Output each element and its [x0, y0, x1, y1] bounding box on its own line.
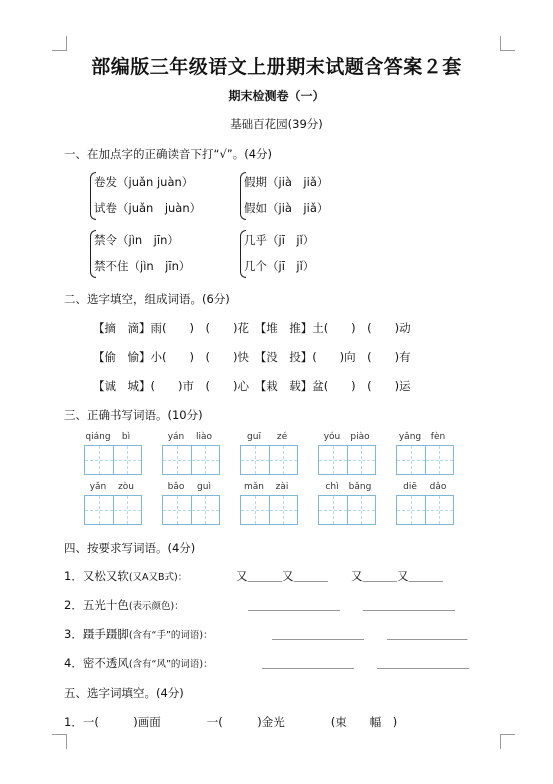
q3-pinyin: bǎo — [167, 482, 185, 492]
exam-subtitle: 期末检测卷（一） — [228, 89, 325, 103]
q3-writing-cell[interactable] — [397, 446, 426, 474]
q3-writing-cell[interactable] — [426, 446, 454, 474]
q1-item: 卷发（juǎn juàn） — [94, 175, 194, 189]
q3-writing-box[interactable] — [162, 495, 220, 525]
q3-writing-box[interactable] — [84, 445, 142, 475]
corner-mark-br — [500, 734, 515, 749]
q5-item: 1．一( )画面 一( )金光 (束 幅 ) — [64, 715, 398, 729]
q4-note: (又A又B式)： — [128, 572, 188, 583]
q1-item: 假期（jià jiǎ） — [244, 175, 329, 189]
q3-writing-box[interactable] — [318, 495, 376, 525]
q3-writing-cell[interactable] — [397, 496, 426, 524]
q3-writing-cell[interactable] — [114, 496, 142, 524]
q3-writing-box[interactable] — [240, 445, 298, 475]
q3-writing-cell[interactable] — [348, 496, 376, 524]
q3-writing-cell[interactable] — [85, 446, 114, 474]
q4-num: 4． — [64, 656, 83, 670]
q3-pinyin: diē — [403, 482, 417, 492]
q3-writing-cell[interactable] — [85, 496, 114, 524]
q3-writing-box[interactable] — [84, 495, 142, 525]
q1-item: 禁令（jìn jīn） — [94, 233, 179, 247]
q3-pinyin: bì — [121, 432, 131, 442]
q4-item-4 — [64, 655, 213, 671]
q3-writing-cell[interactable] — [348, 446, 376, 474]
q3-writing-cell[interactable] — [426, 496, 454, 524]
q4-note: (表示颜色)： — [128, 601, 184, 612]
q4-item-3 — [64, 626, 213, 642]
q3-writing-cell[interactable] — [114, 446, 142, 474]
q2-row: 【偷 愉】小( ) ( )快 【没 投】( )向 ( )有 — [93, 350, 411, 364]
q4-stem: 五光十色 — [82, 598, 129, 612]
q4-blanks[interactable]: ＿＿＿＿＿＿＿＿ ＿＿＿＿＿＿＿＿ — [262, 656, 469, 670]
q3-writing-cell[interactable] — [163, 446, 192, 474]
q2-row: 【摘 滴】雨( ) ( )花 【堆 推】土( ) ( )动 — [93, 321, 411, 335]
q3-writing-cell[interactable] — [192, 496, 220, 524]
q3-pinyin: liào — [195, 432, 213, 442]
q1-item: 几乎（jī jǐ） — [244, 233, 315, 247]
q2-row: 【诚 城】( )市 ( )心 【栽 载】盆( ) ( )运 — [93, 379, 411, 393]
q3-pinyin: yán — [167, 432, 185, 442]
q1-item: 禁不住（jìn jīn） — [94, 259, 191, 273]
q1-item: 试卷（juǎn juàn） — [94, 201, 202, 215]
q3-pinyin: qiáng — [85, 432, 111, 442]
q3-writing-box[interactable] — [162, 445, 220, 475]
q4-item-1 — [64, 568, 187, 584]
q3-writing-box[interactable] — [318, 445, 376, 475]
q3-pinyin: guī — [247, 432, 261, 442]
q3-pinyin: fèn — [430, 432, 446, 442]
q1-heading: 一、在加点字的正确读音下打“√”。(4分) — [64, 147, 273, 161]
document-title: 部编版三年级语文上册期末试题含答案２套 — [91, 56, 462, 78]
q4-num: 3． — [64, 627, 83, 641]
q3-writing-cell[interactable] — [270, 446, 298, 474]
q3-writing-cell[interactable] — [319, 496, 348, 524]
q4-blanks[interactable]: 又＿＿＿又＿＿＿ 又＿＿＿又＿＿＿ — [236, 569, 443, 583]
q4-num: 1． — [64, 569, 83, 583]
q3-writing-box[interactable] — [240, 495, 298, 525]
q4-stem: 密不透风 — [82, 656, 129, 670]
q2-heading: 二、选字填空，组成词语。(6分) — [64, 292, 230, 306]
q3-pinyin: dǎo — [429, 482, 447, 492]
q3-writing-box[interactable] — [396, 495, 454, 525]
q3-writing-cell[interactable] — [163, 496, 192, 524]
q3-writing-cell[interactable] — [192, 446, 220, 474]
corner-mark-bl — [52, 734, 67, 749]
q3-pinyin: yǎng — [398, 432, 422, 442]
q3-heading: 三、正确书写词语。(10分) — [64, 408, 203, 422]
q4-num: 2． — [64, 598, 83, 612]
q3-pinyin: bǎng — [348, 482, 372, 492]
q3-writing-cell[interactable] — [270, 496, 298, 524]
corner-mark-tr — [500, 36, 515, 51]
q3-pinyin: mǎn — [244, 482, 264, 492]
q3-writing-cell[interactable] — [241, 496, 270, 524]
q3-pinyin: yóu — [323, 432, 341, 442]
section-heading: 基础百花园(39分) — [230, 117, 323, 131]
q3-pinyin: guì — [197, 482, 211, 492]
q3-pinyin: zòu — [118, 482, 134, 492]
q3-pinyin: yǎn — [89, 482, 107, 492]
q4-item-2 — [64, 597, 184, 613]
q3-writing-cell[interactable] — [241, 446, 270, 474]
q4-blanks[interactable]: ＿＿＿＿＿＿＿＿ ＿＿＿＿＿＿＿＿ — [248, 598, 455, 612]
q4-stem: 蹑手蹑脚 — [82, 627, 129, 641]
q1-item: 假如（jià jiǎ） — [244, 201, 329, 215]
q4-stem: 又松又软 — [82, 569, 129, 583]
q3-writing-box[interactable] — [396, 445, 454, 475]
q4-note: (含有“手”的词语)： — [128, 630, 213, 641]
q4-note: (含有“风”的词语)： — [128, 659, 213, 670]
q3-pinyin: zài — [275, 482, 289, 492]
q3-writing-cell[interactable] — [319, 446, 348, 474]
q4-blanks[interactable]: ＿＿＿＿＿＿＿＿ ＿＿＿＿＿＿＿ — [272, 627, 468, 641]
q3-pinyin: piào — [350, 432, 370, 442]
q4-heading: 四、按要求写词语。(4分) — [64, 541, 196, 555]
q1-item: 几个（jī jǐ） — [244, 259, 315, 273]
q3-pinyin: chì — [325, 482, 339, 492]
corner-mark-tl — [52, 36, 67, 51]
q3-pinyin: zé — [276, 432, 288, 442]
q5-heading: 五、选字词填空。(4分) — [64, 686, 184, 700]
